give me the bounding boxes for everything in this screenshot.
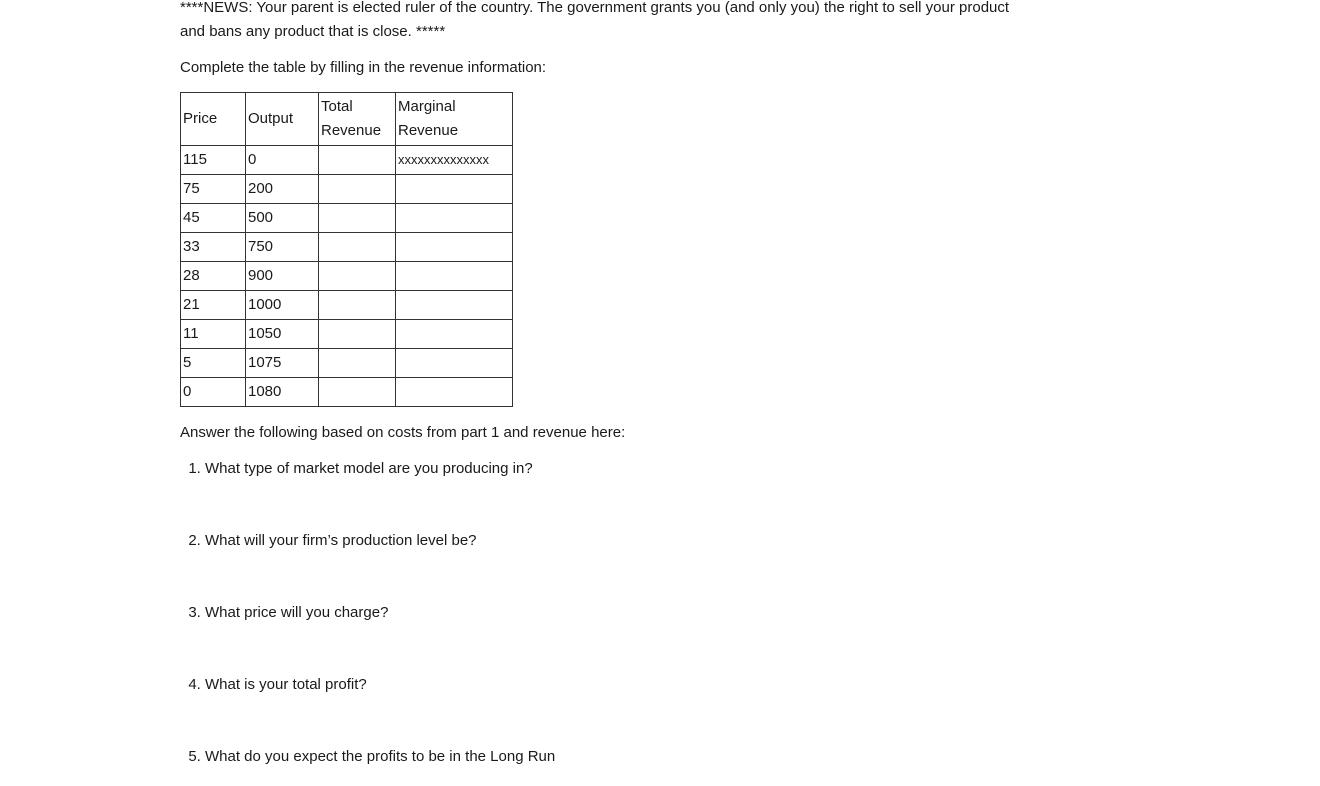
output-cell: 0 xyxy=(246,146,319,175)
header-price: Price xyxy=(181,93,246,146)
output-cell: 900 xyxy=(246,262,319,291)
table-header-row xyxy=(181,93,513,146)
total-revenue-cell[interactable] xyxy=(319,204,396,233)
question-item: 5. What do you expect the profits to be in the Long Run xyxy=(205,745,1020,769)
answer-intro: Answer the following based on costs from part 1 and revenue here: xyxy=(180,424,626,441)
marginal-revenue-cell[interactable] xyxy=(396,320,513,349)
table-row xyxy=(181,291,513,320)
price-cell: 115 xyxy=(181,146,246,175)
table-row xyxy=(181,320,513,349)
marginal-revenue-cell[interactable] xyxy=(396,349,513,378)
output-cell: 200 xyxy=(246,175,319,204)
price-cell: 33 xyxy=(181,233,246,262)
output-cell: 1075 xyxy=(246,349,319,378)
price-cell: 75 xyxy=(181,175,246,204)
marginal-revenue-cell[interactable] xyxy=(396,262,513,291)
header-total-revenue: Total Revenue xyxy=(319,93,396,146)
question-item: 1. What type of market model are you producing in? xyxy=(205,457,1020,481)
output-cell: 1080 xyxy=(246,378,319,407)
table-row xyxy=(181,378,513,407)
output-cell: 750 xyxy=(246,233,319,262)
table-row xyxy=(181,262,513,291)
price-cell: 45 xyxy=(181,204,246,233)
table-instruction: Complete the table by filling in the revenue information: xyxy=(180,59,547,76)
question-item: 3. What price will you charge? xyxy=(205,601,1020,625)
marginal-revenue-cell[interactable] xyxy=(396,233,513,262)
marginal-revenue-cell[interactable] xyxy=(396,378,513,407)
document-page xyxy=(180,0,1020,769)
marginal-revenue-cell: xxxxxxxxxxxxxx xyxy=(396,146,513,175)
table-row xyxy=(181,349,513,378)
table-row xyxy=(181,233,513,262)
table-row xyxy=(181,175,513,204)
total-revenue-cell[interactable] xyxy=(319,291,396,320)
marginal-revenue-cell[interactable] xyxy=(396,175,513,204)
price-cell: 11 xyxy=(181,320,246,349)
price-cell: 21 xyxy=(181,291,246,320)
total-revenue-cell[interactable] xyxy=(319,175,396,204)
marginal-revenue-cell[interactable] xyxy=(396,291,513,320)
total-revenue-cell[interactable] xyxy=(319,349,396,378)
total-revenue-cell[interactable] xyxy=(319,320,396,349)
price-cell: 0 xyxy=(181,378,246,407)
revenue-table xyxy=(180,92,513,407)
header-marginal-revenue: Marginal Revenue xyxy=(396,93,513,146)
marginal-revenue-cell[interactable] xyxy=(396,204,513,233)
question-item: 4. What is your total profit? xyxy=(205,673,1020,697)
output-cell: 1000 xyxy=(246,291,319,320)
table-row xyxy=(181,146,513,175)
header-output: Output xyxy=(246,93,319,146)
total-revenue-cell[interactable] xyxy=(319,233,396,262)
total-revenue-cell[interactable] xyxy=(319,146,396,175)
question-list xyxy=(180,457,1020,769)
output-cell: 1050 xyxy=(246,320,319,349)
news-paragraph: ****NEWS: Your parent is elected ruler of the country. The government grants you (and only you) the right to sell your product and bans any product that is close. ***** xyxy=(180,0,1010,40)
table-row xyxy=(181,204,513,233)
price-cell: 28 xyxy=(181,262,246,291)
question-item: 2. What will your firm’s production level be? xyxy=(205,529,1020,553)
output-cell: 500 xyxy=(246,204,319,233)
total-revenue-cell[interactable] xyxy=(319,262,396,291)
price-cell: 5 xyxy=(181,349,246,378)
total-revenue-cell[interactable] xyxy=(319,378,396,407)
